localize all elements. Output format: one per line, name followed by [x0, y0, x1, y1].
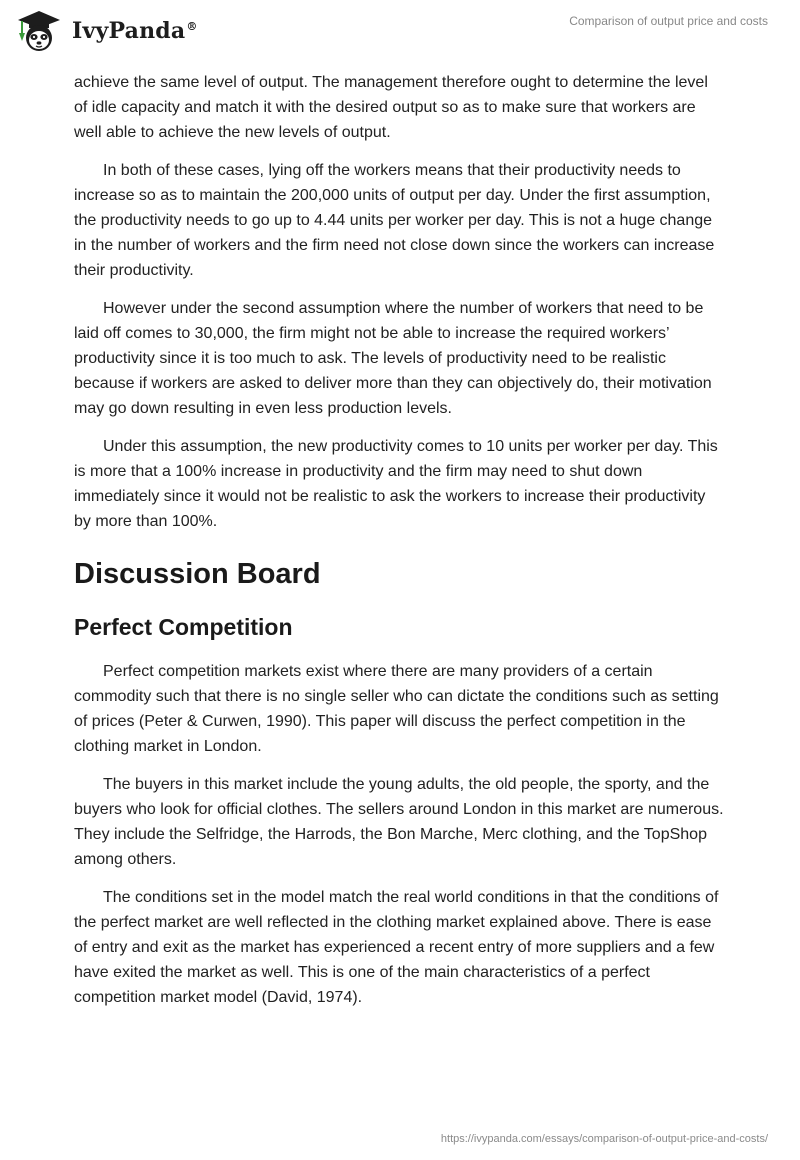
section-heading: Discussion Board — [74, 558, 321, 590]
paragraph: The conditions set in the model match the real world conditions in that the conditions of the perfect market are well reflected in the clothing market explained above. There is ease of entry and exit as the market has experienced a recent entry of more suppliers and a few have exited the market as well. This is one of the main characteristics of a perfect competition market model (David, 1974). — [74, 889, 719, 1006]
registered-mark: ® — [186, 19, 198, 33]
source-url[interactable]: https://ivypanda.com/essays/comparison-of-output-price-and-costs/ — [440, 1133, 768, 1145]
paragraph: The buyers in this market include the young adults, the old people, the sporty, and the buyers who look for official clothes. The sellers around London in this market are numerous. They include the Selfridge, the Harrods, the Bon Marche, Merc clothing, and the TopShop among others. — [74, 776, 724, 868]
panda-graduate-icon — [16, 8, 62, 54]
paragraph: Perfect competition markets exist where there are many providers of a certain commodity such that there is no single seller who can dictate the conditions such as setting of prices (Peter & Curwen, 1990). This paper will discuss the perfect competition in the clothing market in London. — [74, 663, 719, 755]
brand-logo[interactable] — [16, 8, 198, 54]
paragraph: However under the second assumption where the number of workers that need to be laid off comes to 30,000, the firm might not be able to increase the required workers’ productivity since it is too much to ask. The levels of productivity need to be realistic because if workers are asked to deliver more than they can objectively do, their motivation may go down resulting in even less production levels. — [74, 300, 712, 417]
paragraph: Under this assumption, the new productivity comes to 10 units per worker per day. This is more that a 100% increase in productivity and the firm may need to shut down immediately since it would not be realistic to ask the workers to increase their productivity by more than 100%. — [74, 438, 718, 530]
paragraph: achieve the same level of output. The management therefore ought to determine the level of idle capacity and match it with the desired output so as to make sure that workers are well able to achieve the new levels of output. — [74, 74, 708, 141]
subsection-heading: Perfect Competition — [74, 614, 293, 640]
brand-name: IvyPanda® — [72, 18, 198, 44]
document-title: Comparison of output price and costs — [569, 14, 768, 28]
paragraph: In both of these cases, lying off the workers means that their productivity needs to increase so as to maintain the 200,000 units of output per day. Under the first assumption, the productivity needs to go up to 4.44 units per worker per day. This is not a huge change in the number of workers and the firm need not close down since the workers can increase their productivity. — [74, 162, 715, 279]
essay-body — [74, 70, 724, 1023]
page-header — [0, 0, 800, 62]
